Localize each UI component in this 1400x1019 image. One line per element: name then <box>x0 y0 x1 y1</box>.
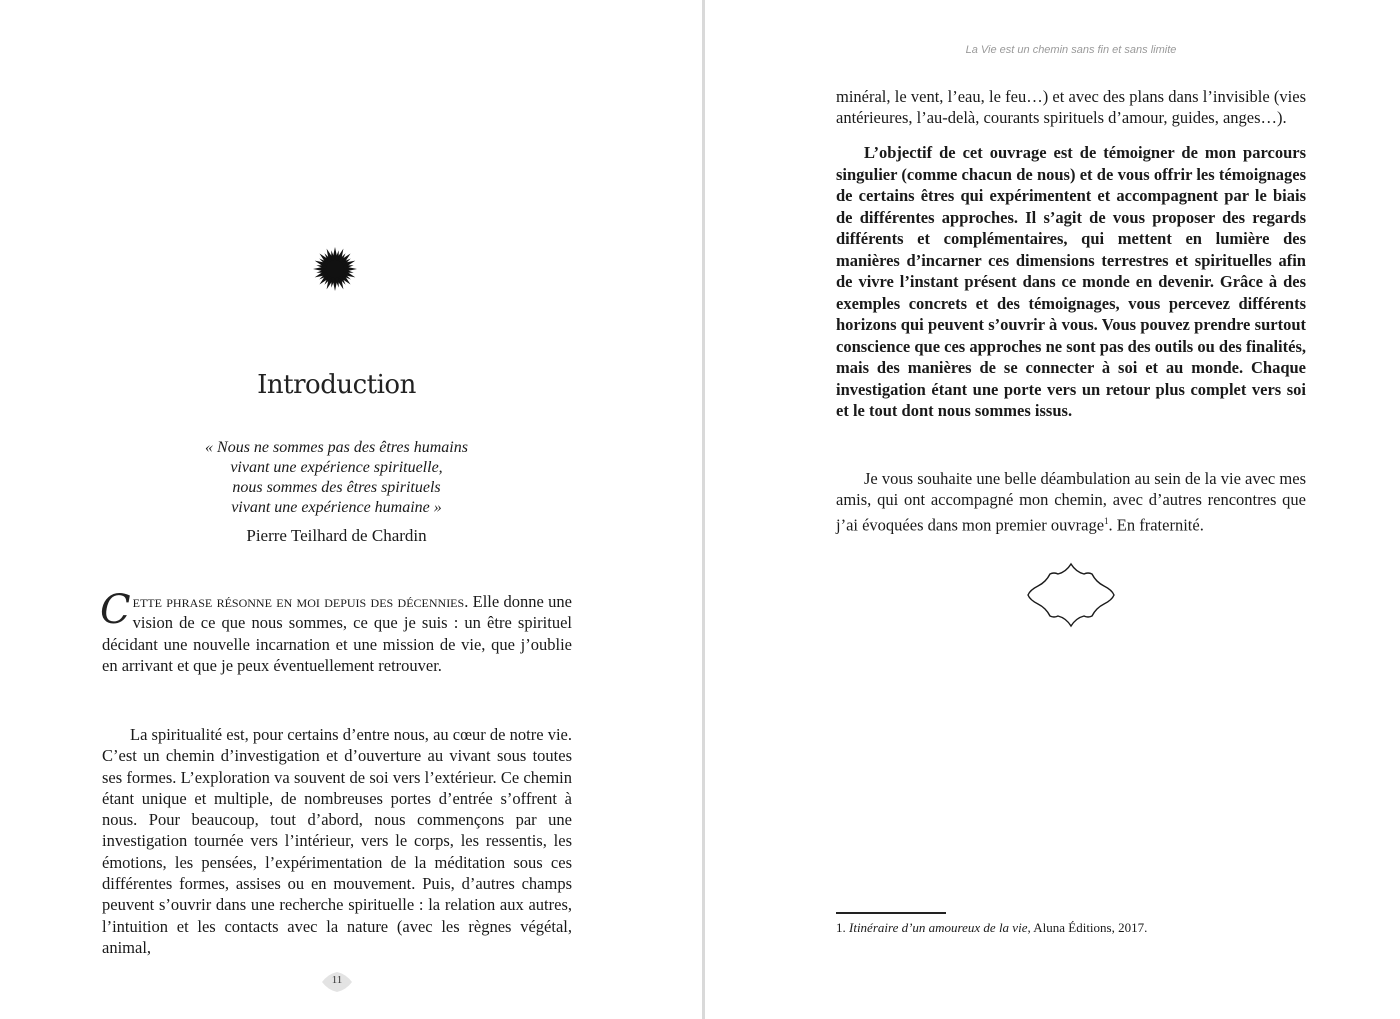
epigraph-line: nous sommes des êtres spirituels <box>232 479 441 496</box>
bold-paragraph: L’objectif de cet ouvrage est de témoigner de mon parcours singulier (comme chacun de nous) et de vous offrir les témoignages de certains êtres qui expérimentent et accompagnent par le biais de différentes approches. Il s’agit de vous proposer des regards différents et complémentaires, qui mettent en lumière des manières d’incarner ces dimensions terrestres et spirituelles afin de vivre l’instant présent dans ce monde en devenir. Grâce à des exemples concrets et des témoignages, vous percevez différents horizons qui peuvent s’ouvrir à vous. Vous pouvez prendre surtout conscience que ces approches ne sont pas des outils ou des finalités, mais des manières de se connecter à soi et au monde. Chaque investigation étant une porte vers un retour plus complet vers soi et le tout dont nous sommes issus. <box>836 143 1306 420</box>
chapter-title: Introduction <box>257 370 416 400</box>
epigraph-author: Pierre Teilhard de Chardin <box>246 526 427 545</box>
footnote-book-title: Itinéraire d’un amoureux de la vie <box>849 920 1028 935</box>
page-number <box>318 968 356 996</box>
lead-in-smallcaps: ette phrase résonne en moi depuis des décennies. <box>132 592 469 611</box>
epigraph-line: « Nous ne sommes pas des êtres humains <box>205 439 468 456</box>
footnote-number: 1. <box>836 920 846 935</box>
body-paragraph <box>836 468 1306 535</box>
page-number-text: 11 <box>331 974 343 986</box>
running-head: La Vie est un chemin sans fin et sans limite <box>965 44 1177 56</box>
drop-cap: C <box>100 587 131 633</box>
footnote-reference[interactable]: 1 <box>1104 515 1109 526</box>
epigraph-quote <box>100 438 573 518</box>
epigraph-line: vivant une expérience spirituelle, <box>230 459 443 476</box>
footnote-rule <box>836 912 946 914</box>
right-page <box>706 0 1400 1019</box>
sun-burst-icon <box>312 246 358 292</box>
opening-paragraph <box>100 587 572 676</box>
arabesque-frame-icon <box>1024 560 1118 630</box>
footnote <box>836 920 1306 936</box>
paragraph-text: Je vous souhaite une belle déambulation au sein de la vie avec mes amis, qui ont accompagné mon chemin, avec d’autres rencontres que j’ai évoquées dans mon premier ouvrage <box>836 469 1306 535</box>
paragraph-text: Elle donne une vision de ce que nous sommes, ce que je suis : un être spirituel décidant une nouvelle incarnation et une mission de vie, que j’oublie en arrivant et que je peux éventuellement retrouver. <box>102 592 572 675</box>
body-paragraph: minéral, le vent, l’eau, le feu…) et avec des plans dans l’invisible (vies antérieures, l’au-delà, courants spirituels d’amour, guides, anges…). <box>836 87 1306 128</box>
epigraph-line: vivant une expérience humaine » <box>231 499 442 516</box>
paragraph-text-end: . En fraternité. <box>1108 515 1204 535</box>
footnote-text: , Aluna Éditions, 2017. <box>1027 920 1148 935</box>
body-paragraph: La spiritualité est, pour certains d’entre nous, au cœur de notre vie. C’est un chemin d’investigation et d’ouverture au vivant sous toutes ses formes. L’exploration va souvent de soi vers l’extérieur. Ce chemin étant unique et multiple, de nombreuses portes d’entrée s’offrent à nous. Pour beaucoup, tout d’abord, nous commençons par une investigation tournée vers l’intérieur, vers le corps, les ressentis, les émotions, les pensées, l’expérimentation de la méditation sous ces différentes formes, assises ou en mouvement. Puis, d’autres champs peuvent s’ouvrir dans une recherche spirituelle : la relation aux autres, l’intuition et les contacts avec la nature (avec les règnes végétal, animal, <box>102 725 572 957</box>
page-gutter <box>702 0 705 1019</box>
